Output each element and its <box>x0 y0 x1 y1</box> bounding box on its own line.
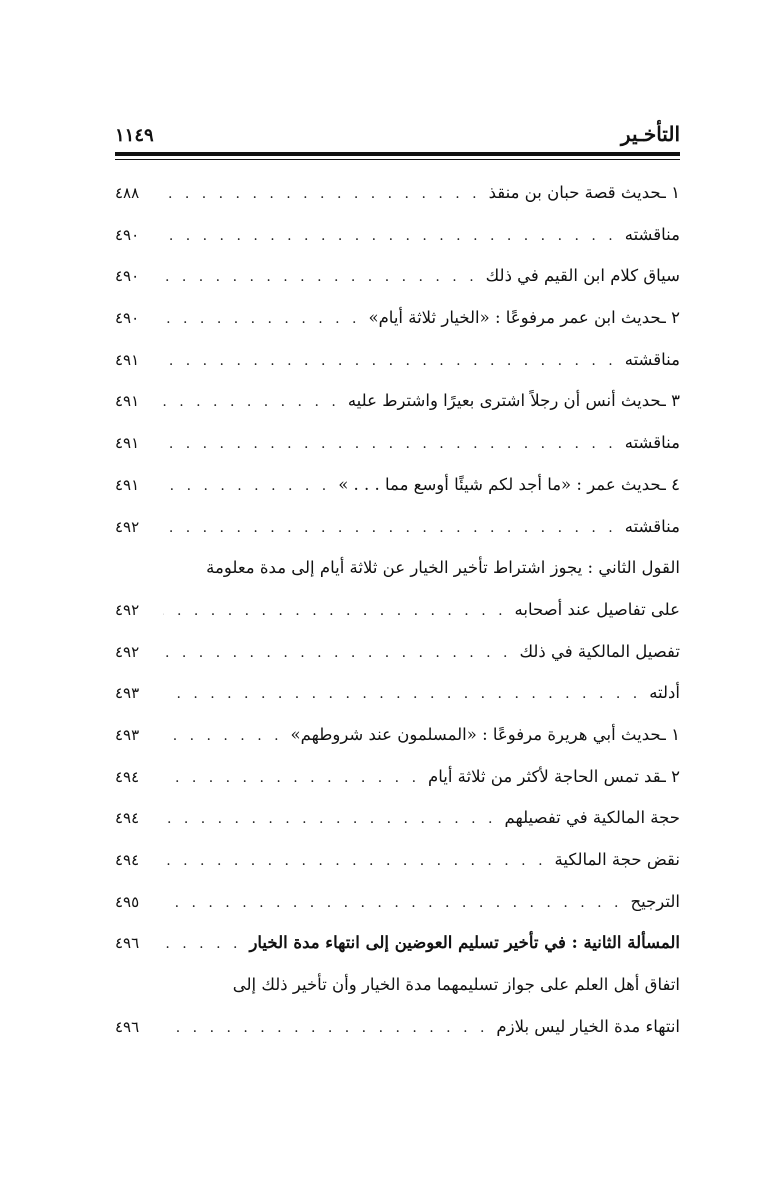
toc-entry <box>115 922 680 964</box>
toc-entry-text: على تفاصيل عند أصحابه <box>514 599 680 619</box>
dot-leader <box>163 758 420 798</box>
toc-entry-text: ٤ ـحديث عمر : «ما أجد لكم شيئًا أوسع مما . . . » <box>338 474 680 494</box>
toc-entry-text: مناقشته <box>624 516 680 536</box>
toc-entry-page: ٤٩٦ <box>115 1017 140 1036</box>
page-number: ١١٤٩ <box>115 125 154 146</box>
toc-entry <box>115 589 680 631</box>
toc-entry <box>115 506 680 548</box>
toc-entry <box>115 672 680 714</box>
running-header <box>115 110 680 146</box>
toc-entry-text: ٣ ـحديث أنس أن رجلاً اشترى بعيرًا واشترط عليه <box>347 391 680 411</box>
toc-entry-page: ٤٩٣ <box>115 725 140 744</box>
toc-entry-page: ٤٩٢ <box>115 642 140 661</box>
dot-leader <box>163 924 241 964</box>
dot-leader <box>163 508 617 548</box>
dot-leader <box>163 299 360 339</box>
toc-entry-page: ٤٩١ <box>115 350 140 369</box>
dot-leader <box>163 1008 488 1048</box>
toc-entry-page: ٤٩٥ <box>115 892 140 911</box>
toc-entry-text: المسألة الثانية : في تأخير تسليم العوضين إلى انتهاء مدة الخيار <box>249 933 680 953</box>
dot-leader <box>163 716 283 756</box>
toc-entry <box>115 631 680 673</box>
toc-entry-text: ١ ـحديث قصة حبان بن منقذ <box>488 183 680 202</box>
book-page <box>115 110 680 1047</box>
chapter-title: التأخـير <box>620 122 680 146</box>
dot-leader <box>163 841 547 881</box>
toc-entry <box>115 339 680 381</box>
dot-leader <box>163 216 617 256</box>
toc-entry-page: ٤٨٨ <box>115 184 140 202</box>
dot-leader <box>163 674 641 714</box>
dot-leader <box>163 174 481 214</box>
toc-entry-page: ٤٩٤ <box>115 809 140 828</box>
toc-entry <box>115 881 680 923</box>
toc-entry-text: أدلته <box>649 683 680 703</box>
toc-entry-text: مناقشته <box>624 433 680 453</box>
toc-entry-text: القول الثاني : يجوز اشتراط تأخير الخيار عن ثلاثة أيام إلى مدة معلومة <box>206 558 680 578</box>
toc-entry-text: مناقشته <box>624 349 680 369</box>
header-rule-thin <box>115 159 680 160</box>
toc-entry <box>115 422 680 464</box>
toc-entry-page: ٤٩٤ <box>115 851 140 869</box>
toc-entry <box>115 1006 680 1048</box>
toc-entry-text: اتفاق أهل العلم على جواز تسليمهما مدة الخيار وأن تأخير ذلك إلى <box>232 975 680 995</box>
toc-entry <box>115 547 680 589</box>
toc-entry <box>115 839 680 881</box>
toc-entry <box>115 297 680 339</box>
dot-leader <box>163 257 478 297</box>
toc-entry-text: حجة المالكية في تفصيلهم <box>504 808 680 828</box>
toc-entry-page: ٤٩٠ <box>115 225 140 244</box>
table-of-contents <box>115 172 680 1047</box>
toc-entry <box>115 464 680 506</box>
toc-entry-text: تفصيل المالكية في ذلك <box>519 641 680 661</box>
toc-entry-page: ٤٩٠ <box>115 267 140 286</box>
toc-entry-text: مناقشته <box>624 224 680 244</box>
toc-entry-page: ٤٩٤ <box>115 767 140 786</box>
dot-leader <box>163 466 330 506</box>
toc-entry-text: ١ ـحديث أبي هريرة مرفوعًا : «المسلمون عند شروطهم» <box>290 724 680 744</box>
toc-entry-page: ٤٩١ <box>115 434 140 453</box>
dot-leader <box>163 424 617 464</box>
dot-leader <box>163 883 622 923</box>
toc-entry-page: ٤٩٢ <box>115 600 140 619</box>
toc-entry <box>115 214 680 256</box>
toc-entry-page: ٤٩٢ <box>115 517 140 536</box>
toc-entry-page: ٤٩٠ <box>115 309 140 328</box>
toc-entry-text: نقض حجة المالكية <box>554 850 680 869</box>
header-rule-thick <box>115 152 680 156</box>
toc-entry <box>115 255 680 297</box>
toc-entry-page: ٤٩١ <box>115 392 140 411</box>
toc-entry-text: ٢ ـحديث ابن عمر مرفوعًا : «الخيار ثلاثة أيام» <box>368 308 680 328</box>
toc-entry <box>115 380 680 422</box>
dot-leader <box>163 633 511 673</box>
dot-leader <box>163 799 497 839</box>
dot-leader <box>163 591 507 631</box>
toc-entry <box>115 714 680 756</box>
toc-entry-text: الترجيح <box>630 891 680 911</box>
toc-entry <box>115 172 680 214</box>
toc-entry-page: ٤٩١ <box>115 475 140 494</box>
toc-entry-page: ٤٩٦ <box>115 934 140 953</box>
toc-entry-text: ٢ ـقد تمس الحاجة لأكثر من ثلاثة أيام <box>428 766 680 786</box>
dot-leader <box>163 341 617 381</box>
toc-entry-page: ٤٩٣ <box>115 684 140 703</box>
toc-entry <box>115 756 680 798</box>
toc-entry <box>115 797 680 839</box>
toc-entry-text: انتهاء مدة الخيار ليس بلازم <box>496 1016 680 1036</box>
toc-entry <box>115 964 680 1006</box>
dot-leader <box>163 382 340 422</box>
toc-entry-text: سياق كلام ابن القيم في ذلك <box>485 266 680 286</box>
